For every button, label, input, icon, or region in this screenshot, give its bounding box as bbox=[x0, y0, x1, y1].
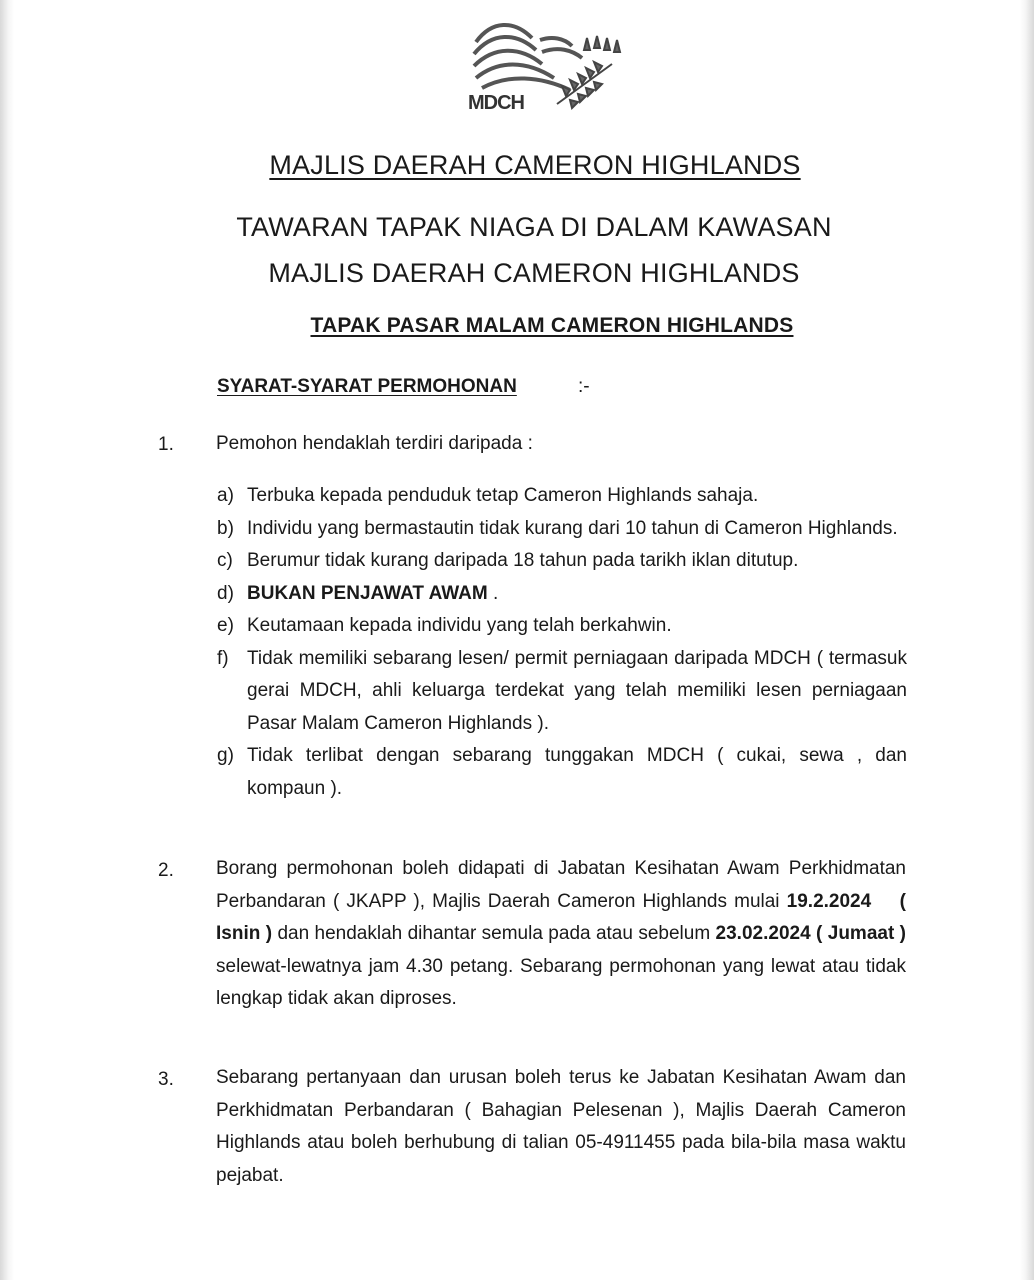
eligibility-list bbox=[217, 480, 907, 805]
council-name: MAJLIS DAERAH CAMERON HIGHLANDS bbox=[269, 150, 801, 180]
list-item-letter: e) bbox=[217, 615, 234, 636]
list-item-text: Terbuka kepada penduduk tetap Cameron Highlands sahaja. bbox=[247, 485, 759, 506]
list-item-letter: d) bbox=[217, 582, 234, 604]
list-item-letter: g) bbox=[217, 745, 234, 766]
section-2-text bbox=[216, 853, 906, 1016]
list-item-text: BUKAN PENJAWAT AWAM bbox=[247, 582, 488, 604]
section-3-text: Sebarang pertanyaan dan urusan boleh terus ke Jabatan Kesihatan Awam dan Perkhidmatan Perbandaran ( Bahagian Pelesenan ), Majlis Daerah Cameron Highlands atau boleh berhubung di talian 05-4911455 pada bila-bila masa waktu pejabat. bbox=[216, 1067, 906, 1186]
list-item bbox=[217, 643, 907, 741]
list-item-letter: a) bbox=[217, 485, 234, 506]
list-item bbox=[217, 513, 907, 546]
list-item bbox=[217, 610, 907, 643]
section-3-number: 3. bbox=[158, 1069, 174, 1090]
list-item-letter: f) bbox=[217, 647, 229, 669]
section-1-number: 1. bbox=[158, 434, 174, 455]
list-item-text: Berumur tidak kurang daripada 18 tahun pada tarikh iklan ditutup. bbox=[247, 550, 799, 571]
section-2-number: 2. bbox=[158, 860, 174, 881]
section-2-end-day: ( Jumaat ) bbox=[816, 923, 906, 944]
list-item-letter: c) bbox=[217, 550, 233, 571]
section-2-end-date: 23.02.2024 bbox=[715, 923, 811, 944]
section-2-part3: selewat-lewatnya jam 4.30 petang. Sebarang permohonan yang lewat atau tidak lengkap tidak akan diproses. bbox=[216, 955, 906, 1009]
list-item-text: Tidak terlibat dengan sebarang tunggakan MDCH ( cukai, sewa , dan kompaun ). bbox=[247, 745, 907, 799]
list-item bbox=[217, 480, 907, 513]
logo-text: MDCH bbox=[468, 92, 524, 114]
list-item-suffix: . bbox=[487, 582, 499, 604]
list-item bbox=[217, 578, 907, 611]
section-2-start-day: ( Isnin ) bbox=[216, 890, 906, 944]
offer-title-line2: MAJLIS DAERAH CAMERON HIGHLANDS bbox=[268, 258, 800, 288]
offer-title-line1: TAWARAN TAPAK NIAGA DI DALAM KAWASAN bbox=[236, 212, 832, 242]
requirements-heading: SYARAT-SYARAT PERMOHONAN bbox=[217, 376, 517, 397]
list-item-text: Keutamaan kepada individu yang telah berkahwin. bbox=[247, 615, 672, 636]
list-item bbox=[217, 545, 907, 578]
section-2-part1: Borang permohonan boleh didapati di Jabatan Kesihatan Awam Perkhidmatan Perbandaran ( JKAPP ), Majlis Daerah Cameron Highlands mulai bbox=[216, 858, 906, 912]
list-item bbox=[217, 740, 907, 805]
section-2-start-date: 19.2.2024 bbox=[786, 890, 872, 912]
section-2-part2: dan hendaklah dihantar semula pada atau sebelum bbox=[272, 923, 716, 944]
list-item-text: Individu yang bermastautin tidak kurang dari 10 tahun di Cameron Highlands. bbox=[247, 517, 898, 539]
section-1-intro: Pemohon hendaklah terdiri daripada : bbox=[216, 433, 533, 454]
list-item-text: Tidak memiliki sebarang lesen/ permit perniagaan daripada MDCH ( termasuk gerai MDCH, ahli keluarga terdekat yang telah memiliki lesen perniagaan Pasar Malam Cameron Highlands ). bbox=[247, 647, 907, 734]
site-title: TAPAK PASAR MALAM CAMERON HIGHLANDS bbox=[310, 314, 794, 337]
list-item-letter: b) bbox=[217, 517, 234, 539]
mdch-logo bbox=[462, 12, 632, 122]
requirements-separator: :- bbox=[578, 376, 590, 397]
